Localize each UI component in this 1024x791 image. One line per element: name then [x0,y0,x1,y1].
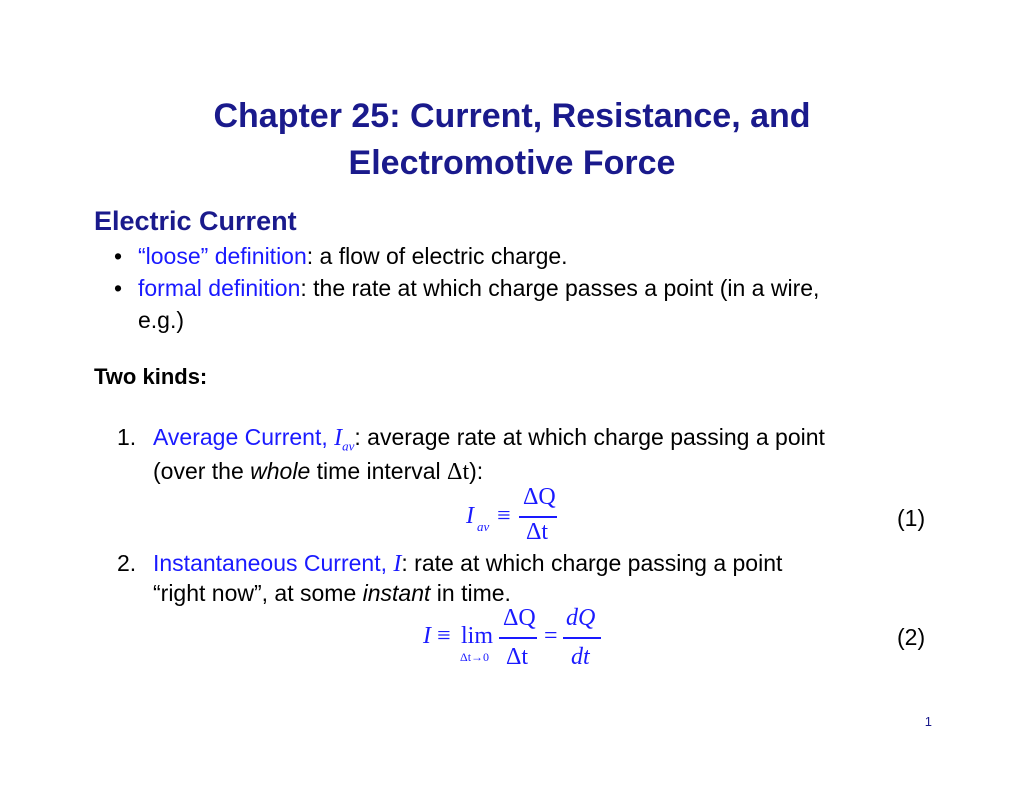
two-kinds-heading: Two kinds: [94,364,208,389]
item-term: Instantaneous Current, [153,550,387,576]
item-term: Average Current, [153,424,328,450]
bullet-text: : the rate at which charge passes a point (in a wire, [300,275,820,301]
eq2-denominator-2: dt [571,644,590,670]
eq1-lhs: I [466,503,474,529]
bullet-term: “loose” definition [138,243,307,269]
section-heading: Electric Current [94,206,297,236]
cont-pre: (over the [153,458,251,484]
page-number: 1 [924,714,932,729]
bullet-term: formal definition [138,275,301,301]
cont-pre: “right now”, at some [153,580,363,606]
item-number: 2. [117,550,137,576]
eq1-lhs-subscript: av [477,519,490,534]
eq2-numerator: ΔQ [503,605,536,631]
eq2-denominator: Δt [506,644,529,670]
eq2-lim-subscript: Δt→0 [460,650,490,664]
eq2-fraction-bar-2 [563,637,601,639]
cont-post: in time. [430,580,511,606]
eq2-lhs: I [423,623,431,649]
item-instantaneous-current-cont [153,577,511,609]
bullet-text: : a flow of electric charge. [306,243,568,269]
bullet-formal-definition [114,272,819,304]
item-symbol-subscript: av [342,438,355,454]
bullet-formal-definition-cont: e.g.) [138,307,185,333]
cont-emphasis: instant [362,580,431,606]
item-desc: : rate at which charge passing a point [401,550,783,576]
eq2-numerator-2: dQ [566,605,596,631]
eq1-numerator: ΔQ [523,484,556,510]
eq2-fraction-bar [499,637,537,639]
eq1-fraction-bar [519,516,557,518]
item-symbol: I [393,551,402,577]
eq2-label: (2) [897,624,926,650]
eq2-equiv: ≡ [437,623,451,649]
cont-end: ): [469,458,484,484]
item-average-current-cont [153,455,483,488]
eq2-equals: = [544,623,558,649]
bullet-dot: • [114,275,123,301]
item-symbol: I [334,425,343,451]
eq1-equiv: ≡ [497,503,511,529]
eq1-denominator: Δt [526,519,549,545]
cont-post: time interval [310,458,448,484]
cont-emphasis: whole [250,458,311,484]
item-number: 1. [117,424,137,450]
page-title [0,93,1024,187]
eq2-lim: lim [461,623,494,649]
title-line-1: Chapter 25: Current, Resistance, and [213,97,811,135]
item-instantaneous-current [117,547,782,580]
bullet-dot: • [114,243,123,269]
item-desc: : average rate at which charge passing a point [354,424,825,450]
bullet-loose-definition [114,240,568,272]
eq1-label: (1) [897,505,926,531]
title-line-2: Electromotive Force [348,144,676,182]
delta-t-symbol: Δt [447,459,470,485]
